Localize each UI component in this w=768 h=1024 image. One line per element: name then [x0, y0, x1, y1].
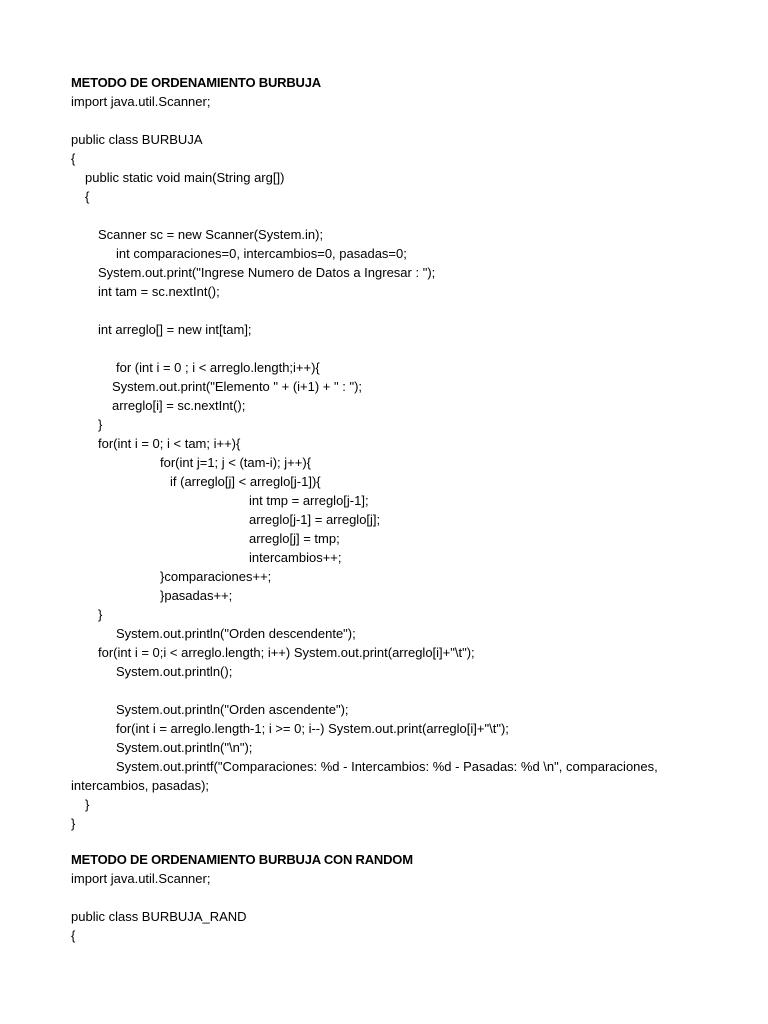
code-line: System.out.println("Orden descendente");	[116, 626, 356, 641]
code-line: {	[71, 151, 76, 166]
code-line: arreglo[j] = tmp;	[249, 531, 340, 546]
code-line: int arreglo[] = new int[tam];	[98, 322, 252, 337]
code-line: System.out.print("Elemento " + (i+1) + " : ");	[112, 379, 363, 394]
code-line: Scanner sc = new Scanner(System.in);	[98, 227, 324, 242]
code-line: for(int i = 0;i < arreglo.length; i++) System.out.print(arreglo[i]+"\t");	[98, 645, 475, 660]
code-line: for(int j=1; j < (tam-i); j++){	[160, 455, 311, 470]
code-line: public static void main(String arg[])	[85, 170, 285, 185]
code-line: System.out.printf("Comparaciones: %d - Intercambios: %d - Pasadas: %d \n", comparaciones,	[116, 759, 658, 774]
code-line: int comparaciones=0, intercambios=0, pasadas=0;	[116, 246, 407, 261]
code-line: intercambios, pasadas);	[71, 778, 210, 793]
code-line: arreglo[j-1] = arreglo[j];	[249, 512, 381, 527]
code-line: import java.util.Scanner;	[71, 94, 211, 109]
code-line: System.out.println();	[116, 664, 233, 679]
code-line: public class BURBUJA_RAND	[71, 909, 247, 924]
section-heading: METODO DE ORDENAMIENTO BURBUJA CON RANDOM	[71, 852, 413, 867]
code-line: System.out.print("Ingrese Numero de Datos a Ingresar : ");	[98, 265, 436, 280]
code-line: }comparaciones++;	[160, 569, 272, 584]
code-line: {	[85, 189, 90, 204]
code-line: {	[71, 928, 76, 943]
code-line: for(int i = arreglo.length-1; i >= 0; i--) System.out.print(arreglo[i]+"\t");	[116, 721, 509, 736]
code-line: intercambios++;	[249, 550, 342, 565]
code-line: int tam = sc.nextInt();	[98, 284, 220, 299]
code-line: for (int i = 0 ; i < arreglo.length;i++){	[116, 360, 320, 375]
code-line: System.out.println("Orden ascendente");	[116, 702, 349, 717]
code-line: }	[98, 607, 103, 622]
section-heading: METODO DE ORDENAMIENTO BURBUJA	[71, 75, 321, 90]
code-line: }	[98, 417, 103, 432]
code-line: if (arreglo[j] < arreglo[j-1]){	[170, 474, 321, 489]
code-line: public class BURBUJA	[71, 132, 203, 147]
code-line: }pasadas++;	[160, 588, 233, 603]
code-line: int tmp = arreglo[j-1];	[249, 493, 369, 508]
code-line: }	[71, 816, 76, 831]
code-line: arreglo[i] = sc.nextInt();	[112, 398, 246, 413]
code-line: System.out.println("\n");	[116, 740, 253, 755]
code-line: for(int i = 0; i < tam; i++){	[98, 436, 241, 451]
code-line: import java.util.Scanner;	[71, 871, 211, 886]
code-line: }	[85, 797, 90, 812]
